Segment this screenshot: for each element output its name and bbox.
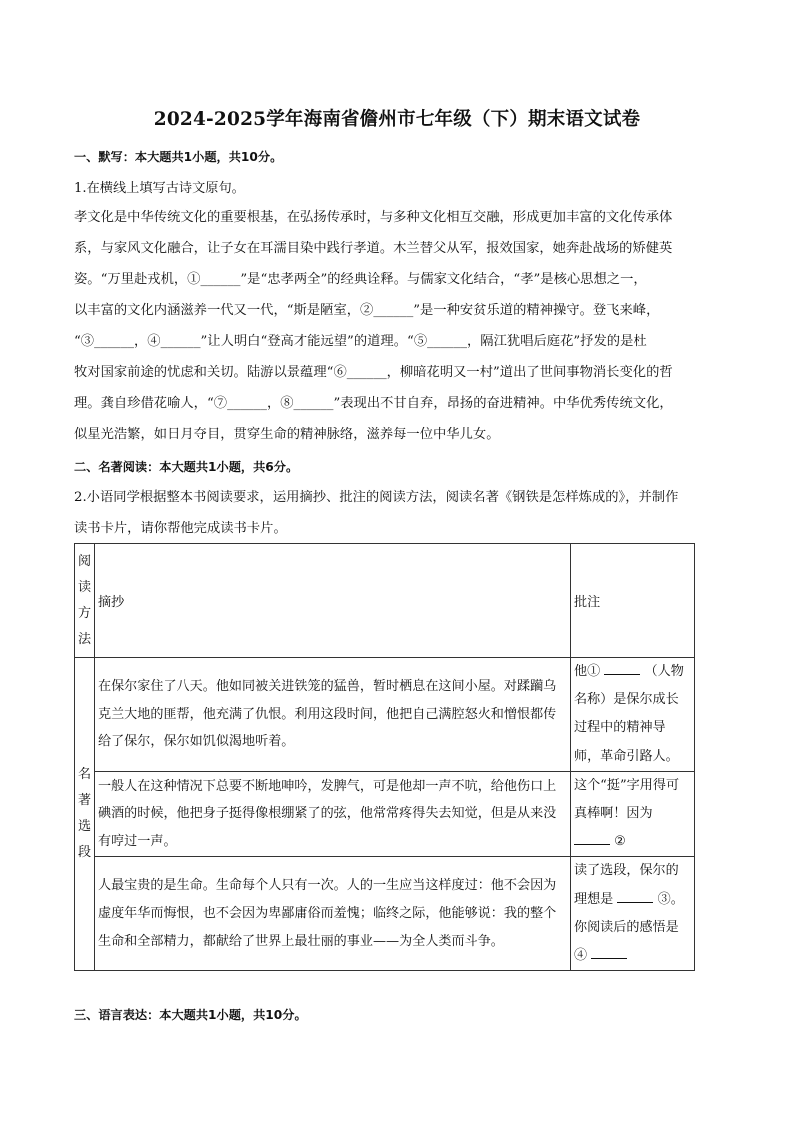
reading-card-table: [74, 543, 695, 971]
section-1-heading: 一、默写：本大题共1小题，共10分。: [74, 150, 283, 164]
note-text: 读了选段，保尔的理想是: [574, 863, 679, 907]
note-cell: [571, 658, 695, 772]
excerpt-cell: 一般人在这种情况下总要不断地呻吟，发脾气，可是他却一声不吭，给他伤口上碘酒的时候，他把身子挺得像根绷紧了的弦，他常常疼得失去知觉，但是从来没有哼过一声。: [95, 771, 571, 857]
answer-blank-2[interactable]: [574, 832, 610, 845]
section-2-heading: 二、名著阅读：本大题共1小题，共6分。: [74, 460, 299, 474]
note-cell: [571, 857, 695, 971]
answer-blank-1[interactable]: [604, 662, 640, 675]
passage-line: “③______，④______”让人明白“登高才能远望”的道理。“⑤______，隔江犹唱后庭花”抒发的是杜: [74, 334, 647, 349]
question-1-title: 1.在横线上填写古诗文原句。: [74, 181, 245, 196]
note-text: ②: [614, 834, 626, 850]
question-2-line: 2.小语同学根据整本书阅读要求，运用摘抄、批注的阅读方法，阅读名著《钢铁是怎样炼成的》，并制作: [74, 490, 679, 505]
group-label-cell: 名著选段: [75, 658, 95, 971]
passage-line: 牧对国家前途的忧虑和关切。陆游以景蕴理“⑥______，柳暗花明又一村”道出了世间事物消长变化的哲: [74, 365, 673, 380]
section-3-heading: 三、语言表达：本大题共1小题，共10分。: [74, 1008, 307, 1022]
question-2-line: 读书卡片，请你帮他完成读书卡片。: [74, 521, 287, 536]
answer-blank-4[interactable]: [591, 946, 627, 959]
excerpt-cell: 在保尔家住了八天。他如同被关进铁笼的猛兽，暂时栖息在这间小屋。对蹂躏乌克兰大地的匪帮，他充满了仇恨。利用这段时间，他把自己满腔怒火和憎恨都传给了保尔，保尔如饥似渴地听着。: [95, 658, 571, 772]
passage-line: 以丰富的文化内涵滋养一代又一代，“斯是陋室，②______”是一种安贫乐道的精神操守。登飞来峰，: [74, 303, 660, 318]
passage-line: 理。龚自珍借花喻人，“⑦______，⑧______”表现出不甘自弃，昂扬的奋进精神。中华优秀传统文化，: [74, 396, 673, 411]
note-cell: [571, 771, 695, 857]
excerpt-cell: 人最宝贵的是生命。生命每个人只有一次。人的一生应当这样度过：他不会因为虚度年华而悔恨，也不会因为卑鄙庸俗而羞愧；临终之际，他能够说：我的整个生命和全部精力，都献给了世界上最壮丽的事业——为全人类而斗争。: [95, 857, 571, 971]
table-row: [75, 857, 695, 971]
note-text: 他①: [574, 664, 601, 679]
note-text: （人物名称）是保尔成长过程中的精神导师，革命引路人。: [574, 664, 684, 764]
answer-blank-3[interactable]: [617, 890, 653, 903]
passage-line: 姿。“万里赴戎机，①______”是“忠孝两全”的经典诠释。与儒家文化结合，“孝”是核心思想之一，: [74, 272, 647, 287]
table-row: [75, 658, 695, 772]
header-note-cell: 批注: [571, 544, 695, 658]
note-text: 这个“挺”字用得可真棒啊！因为: [574, 777, 680, 822]
passage-line: 系，与家风文化融合，让子女在耳濡目染中践行孝道。木兰替父从军，报效国家，她奔赴战场的矫健英: [74, 241, 673, 256]
header-method-cell: 阅读方法: [75, 544, 95, 658]
note-text: ③。你阅读后的感悟是④: [574, 891, 684, 964]
page-title: 2024-2025学年海南省儋州市七年级（下）期末语文试卷: [153, 109, 641, 130]
passage-line: 孝文化是中华传统文化的重要根基，在弘扬传承时，与多种文化相互交融，形成更加丰富的文化传承体: [74, 210, 673, 225]
table-header-row: [75, 544, 695, 658]
passage-line: 似星光浩繁，如日月夺目，贯穿生命的精神脉络，滋养每一位中华儿女。: [74, 427, 500, 442]
table-row: [75, 771, 695, 857]
header-excerpt-cell: 摘抄: [95, 544, 571, 658]
